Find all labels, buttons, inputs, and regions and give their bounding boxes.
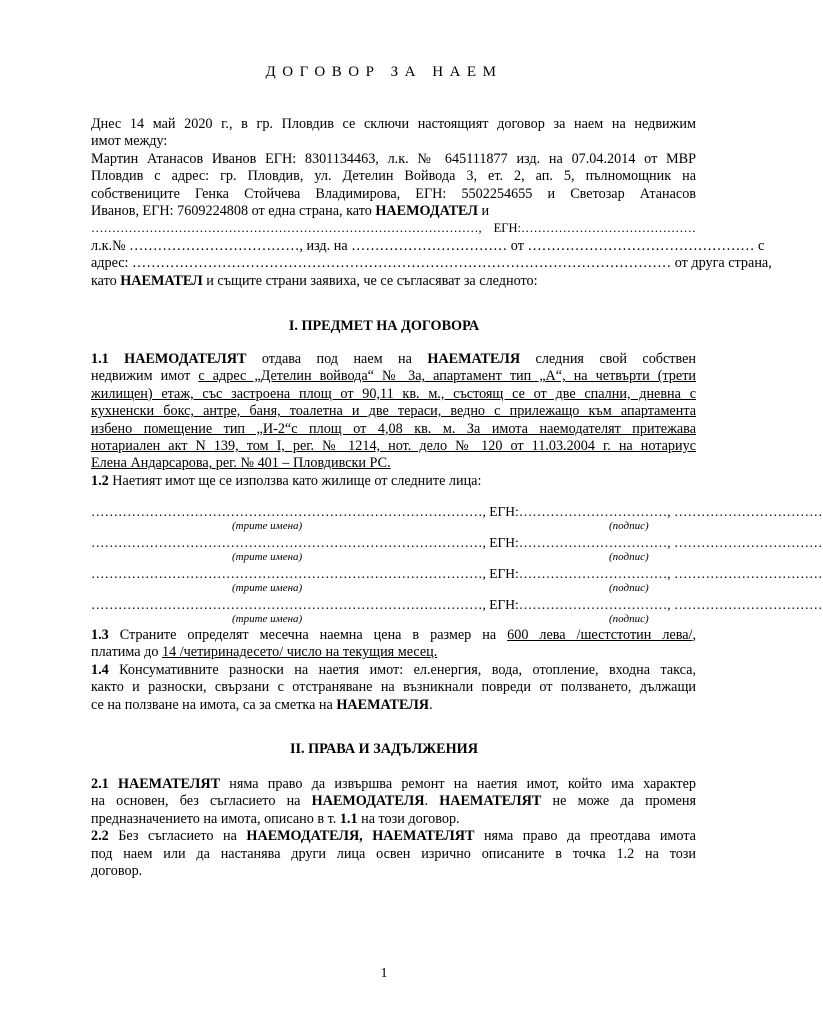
text-run: като	[91, 272, 121, 289]
text-run: ,	[692, 627, 696, 643]
clause-number: 1.1 НАЕМОДАТЕЛЯТ	[91, 351, 247, 367]
text-run: няма право да извършва ремонт на наетия имот, който има характер	[220, 776, 696, 792]
clause-1-3-1-4	[91, 627, 696, 714]
text-line	[91, 438, 696, 455]
text-line	[91, 273, 696, 290]
clause-1-1	[91, 351, 696, 490]
text-line: собствениците Генка Стойчева Владимирова, ЕГН: 5502254655 и Светозар Атанасов	[91, 185, 696, 202]
landlord-term: НАЕМОДАТЕЛ	[375, 202, 478, 219]
text-run: няма право да преотдава имота	[474, 828, 696, 845]
landlord-term: НАЕМОДАТЕЛЯ	[311, 793, 425, 810]
property-deed: Елена Андарсарова, рег. № 401 – Пловдивски РС.	[91, 455, 391, 472]
caption-full-name: (трите имена)	[232, 582, 303, 594]
caption-signature: (подпис)	[609, 551, 649, 563]
payment-day: 14 /четиринадесето/ число на текущия месец.	[161, 644, 438, 661]
text-line	[91, 828, 696, 845]
occupant-row: ……………………………………………………………………………, ЕГН:……………………………, ……………………………	[91, 566, 823, 581]
text-line: Пловдив с адрес: гр. Пловдив, ул. Детелин Войвода 3, ет. 2, ап. 5, пълномощник на	[91, 168, 696, 185]
text-line: Днес 14 май 2020 г., в гр. Пловдив се сключи настоящият договор за наем на недвижим	[91, 116, 696, 132]
text-run: .	[429, 696, 433, 713]
section-heading: I. ПРЕДМЕТ НА ДОГОВОРА	[288, 318, 480, 334]
text-run: .	[424, 793, 440, 810]
text-line	[91, 351, 696, 368]
caption-signature: (подпис)	[609, 520, 649, 532]
text-line: договор.	[91, 862, 143, 879]
text-run: Без съгласието на	[108, 828, 247, 845]
text-line	[91, 455, 696, 472]
text-line	[91, 473, 696, 490]
text-run: Консумативните разноски на наетия имот: ел.енергия, вода, отопление, входна такса,	[108, 661, 696, 678]
text-run: предназначението на имота, описано в т.	[91, 810, 340, 827]
tenant-term: НАЕМАТЕЛ	[120, 272, 203, 289]
page-number: 1	[380, 966, 388, 981]
caption-full-name: (трите имена)	[232, 520, 303, 532]
text-line	[91, 203, 696, 220]
clause-reference: 1.1	[339, 810, 358, 827]
clause-number: 2.2	[91, 828, 109, 845]
parties-term: НАЕМОДАТЕЛЯ, НАЕМАТЕЛЯТ	[246, 828, 475, 845]
text-run: отдава под наем на	[246, 351, 428, 367]
tenant-name-field: …………………………………………………………………………………, ЕГН:……………………………………	[91, 221, 696, 236]
caption-full-name: (трите имена)	[232, 613, 303, 625]
clause-number: 1.2	[91, 472, 109, 489]
text-line	[91, 644, 696, 661]
property-description: избено помещение тип „И-2“с площ от 4,08 кв. м. За имота наемодателят притежава	[91, 420, 696, 437]
text-run: се на ползване на имота, са за сметка на	[91, 696, 337, 713]
text-line: имот между:	[91, 133, 168, 150]
occupant-row: ……………………………………………………………………………, ЕГН:……………………………, ……………………………	[91, 535, 823, 550]
property-description: жилищен) етаж, със застроена площ от 90,11 кв. м., състоящ се от две спални, дневна с	[91, 385, 696, 402]
text-run: не може да променя	[541, 793, 696, 810]
text-run: Страните определят месечна наемна цена в размер на	[108, 627, 508, 643]
text-line: както и разноски, свързани с отстраняване на възникнали повреди от ползването, дължащи	[91, 679, 696, 696]
text-run: платима до	[91, 644, 162, 661]
tenant-address-field: адрес: …………………………………………………………………………………………………… от друга страна,	[91, 255, 772, 272]
text-line	[91, 776, 696, 793]
text-line: Мартин Атанасов Иванов ЕГН: 8301134463, л.к. № 645111877 изд. на 07.04.2014 от МВР	[91, 150, 696, 167]
text-run: следния свой собствен	[520, 351, 697, 367]
text-line	[91, 386, 696, 403]
text-line	[91, 793, 696, 810]
text-run: и същите страни заявиха, че се съгласяват за следното:	[202, 272, 538, 289]
text-line	[91, 697, 696, 714]
occupant-row: ……………………………………………………………………………, ЕГН:……………………………, ……………………………	[91, 597, 823, 612]
clause-number: 2.1 НАЕМАТЕЛЯТ	[91, 776, 221, 792]
text-line	[91, 421, 696, 438]
text-line	[91, 403, 696, 420]
caption-signature: (подпис)	[609, 582, 649, 594]
text-run: на този договор.	[357, 810, 460, 827]
text-run: Наетият имот ще се използва като жилище от следните лица:	[108, 472, 482, 489]
clause-number: 1.4	[91, 661, 109, 678]
text-run: недвижим имот	[91, 368, 199, 385]
occupant-row: ……………………………………………………………………………, ЕГН:……………………………, ……………………………	[91, 504, 823, 519]
text-line	[91, 811, 696, 828]
text-run: Иванов, ЕГН: 7609224808 от една страна, като	[91, 202, 376, 219]
rent-amount: 600 лева /шестстотин лева/	[507, 627, 693, 643]
text-line	[91, 368, 696, 385]
text-run: на основен, без съгласието на	[91, 793, 312, 810]
text-line	[91, 627, 696, 644]
tenant-id-field: л.к.№ ………………………………, изд. на …………………………… от ………………………………………… с	[91, 237, 765, 254]
text-run: и	[477, 202, 490, 219]
clause-number: 1.3	[91, 627, 109, 643]
text-line: под наем или да настанява други лица освен изрично описаните в точка 1.2 на този	[91, 845, 696, 862]
clause-2-1-2-2	[91, 776, 696, 880]
tenant-term: НАЕМАТЕЛЯ	[336, 696, 430, 713]
tenant-term: НАЕМАТЕЛЯ	[427, 351, 521, 367]
document-title: ДОГОВОР ЗА НАЕМ	[265, 64, 503, 80]
tenant-term: НАЕМАТЕЛЯТ	[439, 793, 542, 810]
property-address: с адрес „Детелин войвода“ № 3а, апартамент тип „А“, на четвърти (трети	[198, 368, 696, 385]
property-description: кухненски бокс, антре, баня, тоалетна и две тераси, ведно с прилежащо към апартамента	[91, 403, 696, 420]
section-heading: II. ПРАВА И ЗАДЪЛЖЕНИЯ	[290, 741, 478, 757]
intro-paragraph	[91, 116, 772, 290]
caption-signature: (подпис)	[609, 613, 649, 625]
caption-full-name: (трите имена)	[232, 551, 303, 563]
text-line	[91, 662, 696, 679]
property-deed: нотариален акт N 139, том I, рег. № 1214, нот. дело № 120 от 11.03.2004 г. на нотариус	[91, 437, 696, 454]
